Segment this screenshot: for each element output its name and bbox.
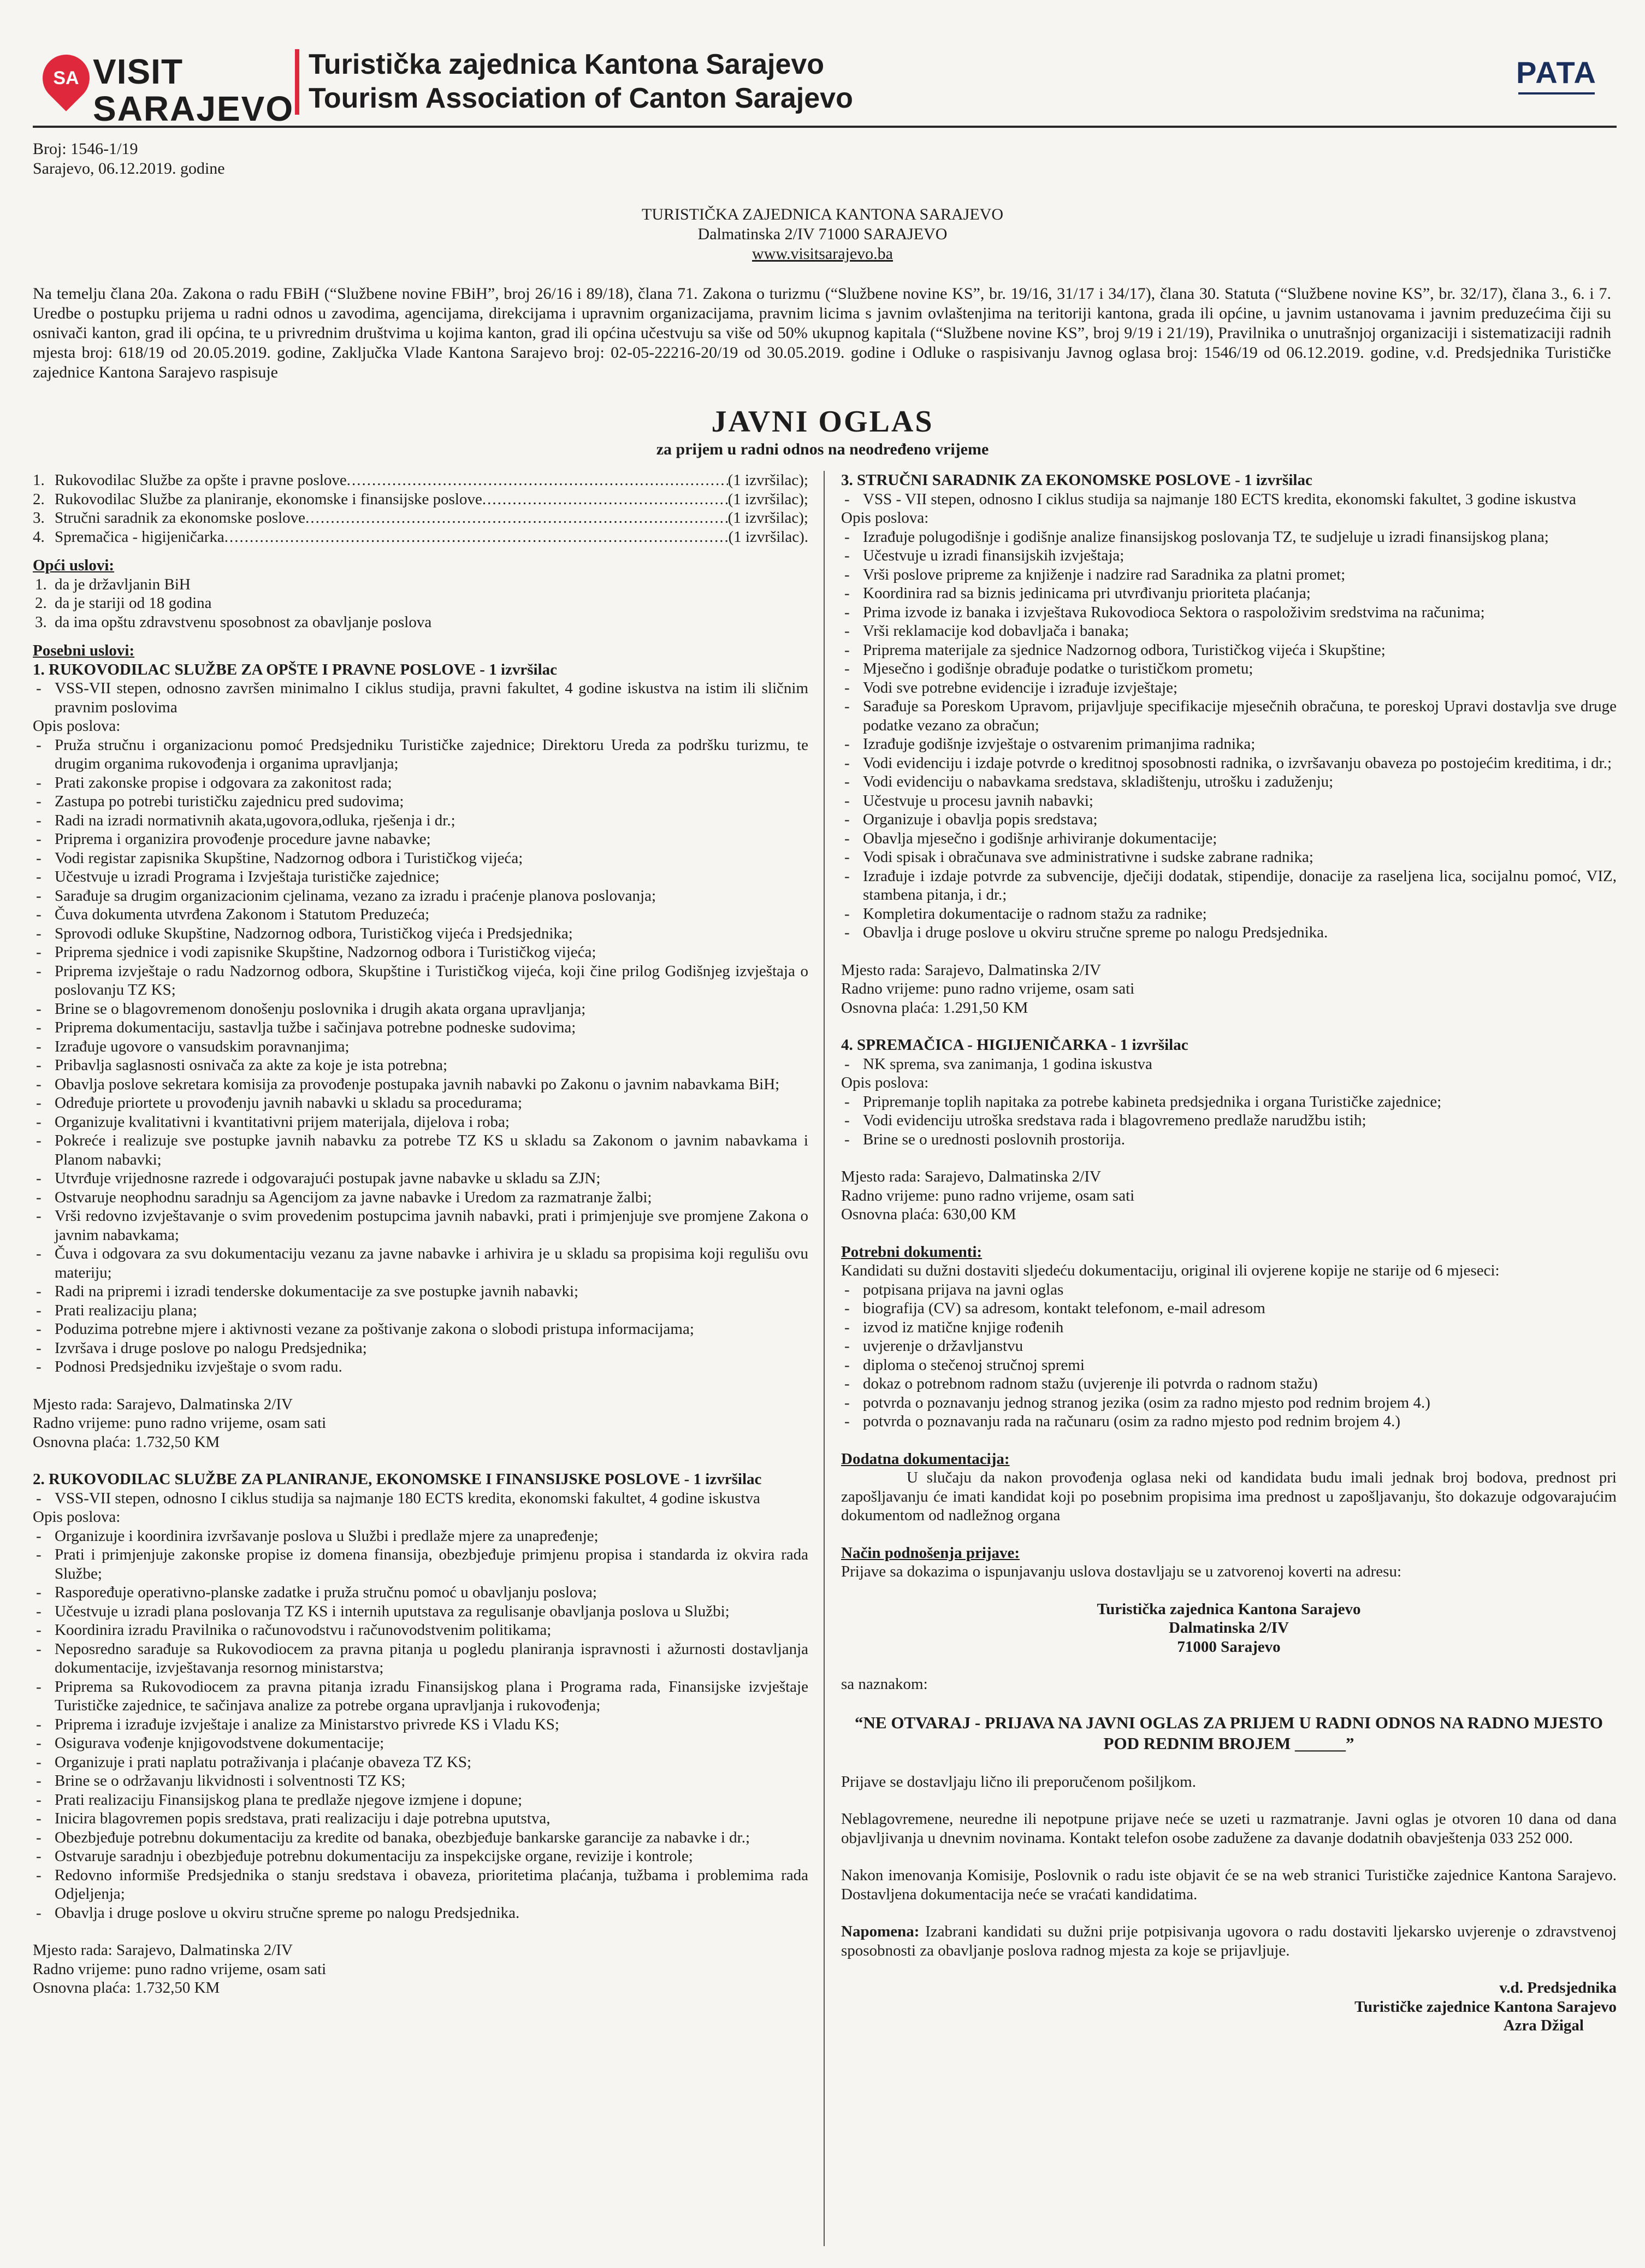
duty-item: - Priprema i organizira provođenje procedure javne nabavke;: [33, 830, 808, 849]
logo-pin-text: SA: [53, 68, 79, 88]
duty-item: - Obavlja poslove sekretara komisija za provođenje postupaka javnih nabavki po Zakonu o javnim nabavkama BiH;: [33, 1075, 808, 1094]
general-conditions-heading: Opći uslovi:: [33, 557, 115, 574]
duty-item: - Obavlja i druge poslove u okviru stručne spreme po nalogu Predsjednika.: [841, 923, 1617, 942]
position-1-requirements: - VSS-VII stepen, odnosno završen minimalno I ciklus studija, pravni fakultet, 4 godine iskustva na istim ili sličnim pravnim poslovima: [33, 679, 808, 717]
org-address: Dalmatinska 2/IV 71000 SARAJEVO: [697, 225, 948, 243]
duty-item: - Brine se o održavanju likvidnosti i solventnosti TZ KS;: [33, 1771, 808, 1791]
duty-item: - Ostvaruje neophodnu saradnju sa Agencijom za javne nabavke i Uredom za razmatranje žalbi;: [33, 1188, 808, 1207]
duty-item: - Vodi spisak i obračunava sve administrativne i sudske zabrane radnika;: [841, 848, 1617, 867]
position-summary-row: 3. Stručni saradnik za ekonomske poslove ..... (1 izvršilac);: [33, 509, 808, 528]
document-date: Sarajevo, 06.12.2019. godine: [33, 160, 225, 178]
duty-item: - Obavlja mjesečno i godišnje arhiviranje dokumentacije;: [841, 829, 1617, 848]
logo-sarajevo-word: SARAJEVO: [93, 89, 294, 128]
duty-item: - Vodi evidenciju utroška sredstava rada i blagovremeno predlaže narudžbu istih;: [841, 1111, 1617, 1130]
envelope-mark-text: “NE OTVARAJ - PRIJAVA NA JAVNI OGLAS ZA PRIJEM U RADNI ODNOS NA RADNO MJESTO POD REDNIM BROJEM ______”: [855, 1712, 1603, 1753]
duty-item: - Radi na pripremi i izradi tenderske dokumentacije za sve postupke javnih nabavki;: [33, 1282, 808, 1301]
position-1-duties-heading: Opis poslova:: [33, 717, 121, 735]
document-item: - izvod iz matične knjige rođenih: [841, 1318, 1617, 1337]
additional-documents-text: U slučaju da nakon provođenja oglasa neki od kandidata budu imali jednak broj bodova, prednost pri zapošljavanju će imati kandidat koji po posebnim propisima ima prednost u zapošljavanju, što dokazuje odgovarajućim dokumentom od nadležnog organa: [841, 1469, 1617, 1524]
late-applications-note: Neblagovremene, neuredne ili nepotpune prijave neće se uzeti u razmatranje. Javni oglas je otvoren 10 dana od dana objavljivanja u dnevnim novinama. Kontakt telefon osobe zadužene za davanje dodatnih obavještenja 033 252 000.: [841, 1810, 1617, 1847]
position-2-requirements: - VSS-VII stepen, odnosno I ciklus studija sa najmanje 180 ECTS kredita, ekonomski fakultet, 4 godine iskustva: [33, 1489, 808, 1508]
document-item: - biografija (CV) sa adresom, kontakt telefonom, e-mail adresom: [841, 1299, 1617, 1318]
duty-item: - Kompletira dokumentacije o radnom stažu za radnike;: [841, 905, 1617, 924]
duty-item: - Obezbjeđuje potrebnu dokumentaciju za kredite od banaka, obezbjeđuje bankarske garancije za nabavke i dr.;: [33, 1828, 808, 1847]
position-4-duties: [841, 1092, 1617, 1149]
general-condition-item: 1. da je državljanin BiH: [35, 575, 191, 593]
required-documents-list: [841, 1280, 1617, 1431]
legal-preamble: Na temelju člana 20a. Zakona o radu FBiH (“Službene novine FBiH”, broj 26/16 i 89/18), člana 71. Zakona o turizmu (“Službene novine KS”, br. 19/16, 31/17 i 34/17), člana 30. Statuta (“Službene novine KS”, br. 32/17), člana 3., 6. i 7. Uredbe o postupku prijema u radni odnos u zavodima, agencijama, direkcijama i upravnim organizacijama, pravnim licima s javnim ovlaštenjima na teritoriji kantona, grada ili općine, u javnim ustanovama i javnim preduzećima čiji su osnivači kanton, grad ili općina, te u privrednim društvima u kojima kanton, grad ili općina učestvuju sa više od 50% ukupnog kapitala (“Službene novine KS”, broj 9/19 i 21/19), Pravilnika o unutrašnjoj organizaciji i sistematizaciji radnih mjesta broj: 618/19 od 20.05.2019. godine, Zaključka Vlade Kantona Sarajevo broj: 02-05-22216-20/19 od 30.05.2019. godine i Odluke o raspisivanju Javnog oglasa broj: 1546/19 od 06.12.2019. godine, v.d. Predsjednika Turističke zajednice Kantona Sarajevo raspisuje: [33, 285, 1611, 381]
page-title: JAVNI OGLAS: [711, 405, 934, 439]
duty-item: - Vrši redovno izvještavanje o svim provedenim postupcima javnih nabavki, prati i primjenjuje sve promjene Zakona o javnim nabavkama;: [33, 1207, 808, 1244]
position-summary-row: 4. Spremačica - higijeničarka ..... (1 izvršilac).: [33, 528, 808, 547]
duty-item: - Priprema i izrađuje izvještaje i analize za Ministarstvo privrede KS i Vladu KS;: [33, 1715, 808, 1734]
position-4-title: 4. SPREMAČICA - HIGIJENIČARKA - 1 izvršilac: [841, 1036, 1188, 1054]
duty-item: - Organizuje i prati naplatu potraživanja i plaćanje obaveza TZ KS;: [33, 1753, 808, 1772]
medical-note-text: Izabrani kandidati su dužni prije potpisivanja ugovora o radu dostaviti ljekarsko uvjerenje o zdravstvenoj sposobnosti za obavljanje poslova radnog mjesta za koje se prijavljuje.: [841, 1923, 1617, 1959]
address-line-3: 71000 Sarajevo: [1177, 1638, 1281, 1656]
duty-item: - Brine se o urednosti poslovnih prostorija.: [841, 1130, 1617, 1149]
duty-item: - Pripremanje toplih napitaka za potrebe kabineta predsjednika i organa Turističke zajednice;: [841, 1092, 1617, 1112]
duty-item: - Neposredno sarađuje sa Rukovodiocem za pravna pitanja u pogledu planiranja ispravnosti i ažurnosti dostavljanja dokumentacije, izvještavanja resornog ministarstva;: [33, 1640, 808, 1678]
duty-item: - Priprema sjednice i vodi zapisnike Skupštine, Nadzornog odbora i Turističkog vijeća;: [33, 943, 808, 962]
duty-item: - Zastupa po potrebi turističku zajednicu pred sudovima;: [33, 792, 808, 811]
pata-logo: [1513, 55, 1600, 115]
visit-sarajevo-logo: [38, 44, 295, 126]
duty-item: - Izrađuje godišnje izvještaje o ostvarenim primanjima radnika;: [841, 735, 1617, 754]
duty-item: - Ostvaruje saradnju i obezbjeđuje potrebnu dokumentaciju za inspekcijske organe, revizije i kontrole;: [33, 1847, 808, 1866]
document-item: - diploma o stečenoj stručnoj spremi: [841, 1356, 1617, 1375]
duty-item: - Izrađuje polugodišnje i godišnje analize finansijskog poslovanja TZ, te sudjeluje u izradi finansijskog plana;: [841, 528, 1617, 547]
duty-item: - Sarađuje sa Poreskom Upravom, prijavljuje specifikacije mjesečnih obračuna, te poreskoj Upravi dostavlja sve druge podatke vezano za obračun;: [841, 697, 1617, 735]
position-3-title: 3. STRUČNI SARADNIK ZA EKONOMSKE POSLOVE - 1 izvršilac: [841, 471, 1312, 489]
position-4-place: Mjesto rada: Sarajevo, Dalmatinska 2/IV: [841, 1168, 1101, 1185]
duty-item: - Izrađuje i izdaje potvrde za subvencije, dječiji dodatak, stipendije, donacije za raseljena lica, socijalnu pomoć, VIZ, stambena pitanja, i dr.;: [841, 867, 1617, 905]
signature-title: v.d. Predsjednika: [1499, 1979, 1617, 1997]
duty-item: - Podnosi Predsjedniku izvještaje o svom radu.: [33, 1357, 808, 1377]
duty-item: - Pribavlja saglasnosti osnivača za akte za koje je ista potrebna;: [33, 1056, 808, 1075]
position-4-requirements: - NK sprema, sva zanimanja, 1 godina iskustva: [841, 1055, 1617, 1074]
duty-item: - Utvrđuje vrijednosne razrede i odgovarajući postupak javne nabavke u skladu sa ZJN;: [33, 1169, 808, 1188]
document-item: - potpisana prijava na javni oglas: [841, 1280, 1617, 1300]
duty-item: - Učestvuje u izradi Programa i Izvještaja turističke zajednice;: [33, 867, 808, 887]
duty-item: - Mjesečno i godišnje obrađuje podatke o turističkom prometu;: [841, 659, 1617, 678]
page-subtitle: za prijem u radni odnos na neodređeno vrijeme: [656, 440, 989, 458]
duty-item: - Vrši poslove pripreme za knjiženje i nadzire rad Saradnika za platni promet;: [841, 565, 1617, 584]
duty-item: - Organizuje i obavlja popis sredstava;: [841, 810, 1617, 829]
document-meta: [33, 139, 225, 179]
duty-item: - Priprema izvještaje o radu Nadzornog odbora, Skupštine i Turističkog vijeća, koji čine prilog Godišnjeg izvještaja o poslovanju TZ KS;: [33, 962, 808, 1000]
position-3-salary: Osnovna plaća: 1.291,50 KM: [841, 999, 1028, 1017]
position-3-place: Mjesto rada: Sarajevo, Dalmatinska 2/IV: [841, 961, 1101, 979]
duty-item: - Prati zakonske propise i odgovara za zakonitost rada;: [33, 773, 808, 793]
duty-item: - Određuje priortete u provođenju javnih nabavki u skladu sa procedurama;: [33, 1094, 808, 1113]
left-column: [33, 471, 808, 1998]
signature-name: Azra Džigal: [1503, 2017, 1584, 2034]
org-name: TURISTIČKA ZAJEDNICA KANTONA SARAJEVO: [642, 205, 1003, 223]
required-documents-heading: Potrebni dokumenti:: [841, 1243, 983, 1261]
duty-item: - Organizuje kvalitativni i kvantitativni prijem materijala, dijelova i roba;: [33, 1113, 808, 1132]
duty-item: - Organizuje i koordinira izvršavanje poslova u Službi i predlaže mjere za unapređenje;: [33, 1527, 808, 1546]
position-2-duties-heading: Opis poslova:: [33, 1508, 121, 1526]
logo-visit-word: VISIT: [93, 52, 184, 91]
duty-item: - Učestvuje u izradi finansijskih izvještaja;: [841, 546, 1617, 565]
position-1-title: 1. RUKOVODILAC SLUŽBE ZA OPŠTE I PRAVNE POSLOVE - 1 izvršilac: [33, 660, 558, 678]
position-2-duties: [33, 1527, 808, 1923]
duty-item: - Obavlja i druge poslove u okviru stručne spreme po nalogu Predsjednika.: [33, 1904, 808, 1923]
duty-item: - Pruža stručnu i organizacionu pomoć Predsjedniku Turističke zajednice; Direktoru Ureda za podršku turizmu, te drugim organima rukovođenja i organima upravljanja;: [33, 736, 808, 773]
duty-item: - Osigurava vođenje knjigovodstvene dokumentacije;: [33, 1734, 808, 1753]
duty-item: - Vodi registar zapisnika Skupštine, Nadzornog odbora i Turističkog vijeća;: [33, 849, 808, 868]
duty-item: - Čuva i odgovara za svu dokumentaciju vezanu za javne nabavke i arhivira je u skladu sa propisima koji regulišu ovu materiju;: [33, 1244, 808, 1282]
position-2-hours: Radno vrijeme: puno radno vrijeme, osam sati: [33, 1960, 327, 1978]
required-documents-intro: Kandidati su dužni dostaviti sljedeću dokumentaciju, original ili ovjerene kopije ne starije od 6 mjeseci:: [841, 1262, 1500, 1279]
duty-item: - Vodi evidenciju o nabavkama sredstava, skladištenju, utrošku i zaduženju;: [841, 772, 1617, 792]
duty-item: - Radi na izradi normativnih akata,ugovora,odluka, rješenja i dr.;: [33, 811, 808, 830]
duty-item: - Pokreće i realizuje sve postupke javnih nabavku za potrebe TZ KS u skladu sa Zakonom o javnim nabavkama i Planom nabavki;: [33, 1131, 808, 1169]
document-item: - potvrda o poznavanju rada na računaru (osim za radno mjesto pod rednim brojem 4.): [841, 1412, 1617, 1431]
position-4-duties-heading: Opis poslova:: [841, 1074, 929, 1091]
general-condition-item: 3. da ima opštu zdravstvenu sposobnost za obavljanje poslova: [35, 613, 432, 631]
additional-documents-heading: Dodatna dokumentacija:: [841, 1450, 1010, 1468]
duty-item: - Izrađuje ugovore o vansudskim poravnanjima;: [33, 1037, 808, 1056]
duty-item: - Priprema dokumentaciju, sastavlja tužbe i sačinjava potrebne podneske sudovima;: [33, 1018, 808, 1037]
position-4-hours: Radno vrijeme: puno radno vrijeme, osam sati: [841, 1186, 1135, 1204]
position-2-title: 2. RUKOVODILAC SLUŽBE ZA PLANIRANJE, EKONOMSKE I FINANSIJSKE POSLOVE - 1 izvršilac: [33, 1470, 762, 1488]
position-3-duties-heading: Opis poslova:: [841, 509, 929, 527]
right-column: [841, 471, 1617, 2035]
duty-item: - Prati i primjenjuje zakonske propise iz domena finansija, obezbjeđuje primjenu propisa i standarda iz okvira rada Službe;: [33, 1545, 808, 1583]
position-1-salary: Osnovna plaća: 1.732,50 KM: [33, 1433, 220, 1451]
letterhead: [33, 33, 1617, 128]
pata-logo-text: PATA: [1516, 55, 1597, 90]
envelope-mark-label: sa naznakom:: [841, 1675, 928, 1693]
duty-item: - Prima izvode iz banaka i izvještava Rukovodioca Sektora o raspoloživim sredstvima na računima;: [841, 603, 1617, 622]
duty-item: - Priprema materijale za sjednice Nadzornog odbora, Turističkog vijeća i Skupštine;: [841, 641, 1617, 660]
duty-item: - Sarađuje sa drugim organizacionim cjelinama, vezano za izradu i praćenje planova poslovanja;: [33, 887, 808, 906]
duty-item: - Učestvuje u procesu javnih nabavki;: [841, 792, 1617, 811]
position-2-salary: Osnovna plaća: 1.732,50 KM: [33, 1979, 220, 1997]
org-website-link[interactable]: www.visitsarajevo.ba: [752, 245, 893, 263]
position-3-hours: Radno vrijeme: puno radno vrijeme, osam sati: [841, 980, 1135, 997]
position-2-place: Mjesto rada: Sarajevo, Dalmatinska 2/IV: [33, 1941, 293, 1959]
commission-note: Nakon imenovanja Komisije, Poslovnik o radu iste objavit će se na web stranici Turističke zajednice Kantona Sarajevo. Dostavljena dokumentacija neće se vraćati kandidatima.: [841, 1867, 1617, 1903]
duty-item: - Učestvuje u izradi plana poslovanja TZ KS i internih uputstava za regulisanje obavljanja poslova u Službi;: [33, 1602, 808, 1621]
logo-divider: [295, 49, 299, 115]
duty-item: - Vodi evidenciju i izdaje potvrde o kreditnoj sposobnosti radnika, o izvršavanju obaveza po postojećim kreditima, i dr.;: [841, 754, 1617, 773]
position-3-requirements: - VSS - VII stepen, odnosno I ciklus studija sa najmanje 180 ECTS kredita, ekonomski fakultet, 3 godine iskustva: [841, 490, 1617, 509]
duty-item: - Koordinira izradu Pravilnika o računovodstvu i računovodstvenim politikama;: [33, 1621, 808, 1640]
position-1-hours: Radno vrijeme: puno radno vrijeme, osam sati: [33, 1414, 327, 1432]
duty-item: - Priprema sa Rukovodiocem za pravna pitanja izradu Finansijskog plana i Programa rada, Finansijske izvještaje Turističke zajednice, te sačinjava analize za potrebe organa upravljanja i rukovođenja;: [33, 1678, 808, 1715]
document-item: - dokaz o potrebnom radnom stažu (uvjerenje ili potvrda o radnom stažu): [841, 1374, 1617, 1393]
duty-item: - Vrši reklamacije kod dobavljača i banaka;: [841, 622, 1617, 641]
org-name-bs: Turistička zajednica Kantona Sarajevo: [309, 49, 825, 80]
document-item: - potvrda o poznavanju jednog stranog jezika (osim za radno mjesto pod rednim brojem 4.): [841, 1393, 1617, 1413]
duty-item: - Sprovodi odluke Skupštine, Nadzornog odbora, Turističkog vijeća i Predsjednika;: [33, 924, 808, 943]
document-item: - uvjerenje o državljanstvu: [841, 1337, 1617, 1356]
general-conditions-list: [33, 575, 808, 632]
position-summary-row: 1. Rukovodilac Službe za opšte i pravne poslove ..... (1 izvršilac);: [33, 471, 808, 490]
address-line-2: Dalmatinska 2/IV: [1169, 1619, 1289, 1637]
document-number: Broj: 1546-1/19: [33, 140, 138, 158]
duty-item: - Vodi sve potrebne evidencije i izrađuje izvještaje;: [841, 678, 1617, 698]
position-summary-row: 2. Rukovodilac Službe za planiranje, ekonomske i finansijske poslove ..... (1 izvršilac);: [33, 490, 808, 509]
delivery-method: Prijave se dostavljaju lično ili preporučenom pošiljkom.: [841, 1773, 1196, 1791]
submission-heading: Način podnošenja prijave:: [841, 1544, 1020, 1562]
duty-item: - Prati realizaciju plana;: [33, 1301, 808, 1320]
duty-item: - Inicira blagovremen popis sredstava, prati realizaciju i daje potrebna uputstva,: [33, 1809, 808, 1828]
signature-org: Turističke zajednice Kantona Sarajevo: [1354, 1998, 1617, 2016]
submission-text: Prijave sa dokazima o ispunjavanju uslova dostavljaju se u zatvorenoj koverti na adresu:: [841, 1563, 1402, 1580]
column-divider: [824, 471, 825, 2246]
position-4-salary: Osnovna plaća: 630,00 KM: [841, 1206, 1016, 1223]
special-conditions-heading: Posebni uslovi:: [33, 642, 135, 659]
positions-list: [33, 471, 808, 546]
position-1-place: Mjesto rada: Sarajevo, Dalmatinska 2/IV: [33, 1395, 293, 1413]
duty-item: - Raspoređuje operativno-planske zadatke i pruža stručnu pomoć u obavljanju poslova;: [33, 1583, 808, 1602]
address-line-1: Turistička zajednica Kantona Sarajevo: [1097, 1600, 1361, 1618]
duty-item: - Poduzima potrebne mjere i aktivnosti vezane za poštivanje zakona o slobodi pristupa informacijama;: [33, 1320, 808, 1339]
duty-item: - Čuva dokumenta utvrđena Zakonom i Statutom Preduzeća;: [33, 905, 808, 924]
pata-logo-underline: [1518, 92, 1595, 94]
general-condition-item: 2. da je stariji od 18 godina: [35, 594, 212, 612]
duty-item: - Izvršava i druge poslove po nalogu Predsjednika;: [33, 1339, 808, 1358]
org-name-en: Tourism Association of Canton Sarajevo: [309, 82, 853, 114]
org-block: [0, 205, 1645, 264]
medical-note: [841, 1922, 1617, 1960]
position-1-duties: [33, 736, 808, 1377]
duty-item: - Redovno informiše Predsjednika o stanju sredstava i obaveza, prioritetima plaćanja, tužbama i problemima rada Odjeljenja;: [33, 1866, 808, 1904]
medical-note-label: Napomena:: [841, 1923, 920, 1940]
position-3-duties: [841, 528, 1617, 942]
duty-item: - Koordinira rad sa biznis jedinicama pri utvrđivanju prioriteta plaćanja;: [841, 584, 1617, 603]
duty-item: - Prati realizaciju Finansijskog plana te predlaže njegove izmjene i dopune;: [33, 1791, 808, 1810]
duty-item: - Brine se o blagovremenom donošenju poslovnika i drugih akata organa upravljanja;: [33, 1000, 808, 1019]
